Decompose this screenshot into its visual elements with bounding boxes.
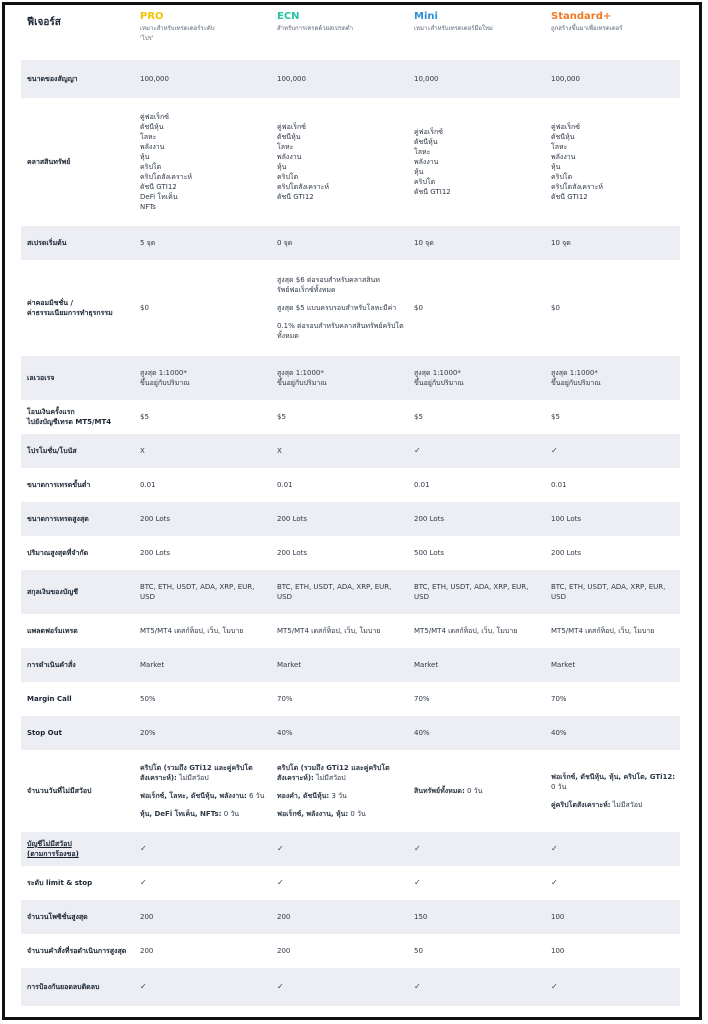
row-label: [21, 502, 132, 536]
table-cell: [132, 570, 269, 614]
table-cell: [132, 98, 269, 226]
swap-days: 0 วัน: [221, 810, 240, 818]
cell-value: สูงสุด 1:1000*: [140, 369, 187, 377]
row-label: [21, 968, 132, 1006]
asset-item: พลังงาน: [277, 153, 302, 161]
swap-asset: ทองคำ, ดัชนีหุ้น:: [277, 792, 330, 800]
check-icon: ✓: [140, 982, 147, 991]
account-name: PRO: [140, 11, 164, 22]
cell-value: สูงสุด 1:1000*: [277, 369, 324, 377]
table-cell: [269, 60, 406, 98]
check-icon: ✓: [551, 982, 558, 991]
row-label: [21, 648, 132, 682]
row-label-text: จำนวนคำสั่งที่รอดำเนินการสูงสุด: [27, 947, 127, 955]
row-label-text: คลาสสินทรัพย์: [27, 158, 71, 166]
table-cell: [543, 400, 680, 434]
table-cell: [543, 682, 680, 716]
row-label: [21, 866, 132, 900]
table-cell: [543, 536, 680, 570]
swap-days: ไม่มีสวัอป: [610, 801, 643, 809]
table-cell: [269, 226, 406, 260]
cell-value: 5 จุด: [140, 239, 156, 247]
account-description: 'โปร': [140, 35, 154, 42]
cell-value: สูงสุด 1:1000*: [551, 369, 598, 377]
check-icon: ✓: [414, 982, 421, 991]
check-icon: ✓: [414, 446, 421, 455]
table-cell: [543, 900, 680, 934]
table-cell: [132, 832, 269, 866]
cell-value: 200 Lots: [414, 515, 445, 523]
table-cell: [132, 750, 269, 832]
table-cell: [132, 260, 269, 356]
cell-value: BTC, ETH, USDT, ADA, XRP, EUR, USD: [277, 583, 392, 601]
swap-line: [277, 763, 406, 783]
row-label-text: ระดับ limit & stop: [27, 879, 93, 887]
swap-line: [277, 809, 406, 819]
asset-item: ดัชนี GTI12: [414, 188, 451, 196]
row-label-text: จำนวนโพซิชั่นสูงสุด: [27, 913, 88, 921]
table-cell: [269, 260, 406, 356]
asset-list: [140, 112, 269, 212]
cell-value: Market: [277, 661, 302, 669]
cell-value: MT5/MT4 เดสก์ท็อป, เว็บ, โมบาย: [551, 627, 655, 635]
row-label-text: เลเวอเรจ: [27, 374, 55, 382]
account-description: ถูกสร้างขึ้นมาเพื่อเทรดเดอร์: [551, 25, 623, 32]
check-icon: ✓: [414, 844, 421, 853]
table-cell: [406, 570, 543, 614]
asset-item: DeFi โทเค็น: [140, 193, 178, 201]
swap-line: [140, 763, 269, 783]
asset-item: NFTs: [140, 203, 156, 211]
row-label-text: ปริมาณสูงสุดที่จำกัด: [27, 549, 89, 557]
asset-item: หุ้น: [140, 153, 150, 161]
asset-list: [277, 122, 406, 202]
cell-value: 200: [277, 913, 291, 921]
cell-value: 50%: [140, 695, 156, 703]
swap-days: 0 วัน: [464, 787, 483, 795]
asset-list: [414, 127, 543, 197]
account-header-ecn: [269, 5, 406, 60]
table-cell: [543, 60, 680, 98]
table-cell: [269, 648, 406, 682]
table-cell: [543, 934, 680, 968]
table-cell: [543, 614, 680, 648]
cell-value: BTC, ETH, USDT, ADA, XRP, EUR, USD: [140, 583, 255, 601]
table-cell: [406, 536, 543, 570]
table-cell: [543, 226, 680, 260]
cell-value: 200 Lots: [140, 515, 171, 523]
table-cell: [269, 866, 406, 900]
asset-item: คริปโต: [140, 163, 162, 171]
asset-item: คริปโตสังเคราะห์: [277, 183, 330, 191]
cell-value: 0.01: [140, 481, 156, 489]
asset-item: ดัชนีหุ้น: [140, 123, 164, 131]
swap-asset: คู่คริปโตสังเคราะห์:: [551, 801, 611, 809]
account-name: Mini: [414, 11, 438, 22]
cell-value: Market: [140, 661, 165, 669]
table-cell: [406, 750, 543, 832]
cell-value: MT5/MT4 เดสก์ท็อป, เว็บ, โมบาย: [140, 627, 244, 635]
cell-value: $5: [551, 413, 560, 421]
cell-value: BTC, ETH, USDT, ADA, XRP, EUR, USD: [414, 583, 529, 601]
asset-item: คริปโต: [414, 178, 436, 186]
row-label-line: บัญชีไม่มีสวัอป: [27, 840, 72, 848]
commission-metals: [277, 303, 406, 313]
swap-asset: ฟอเร็กซ์, โลหะ, ดัชนีหุ้น, พลังงาน:: [140, 792, 247, 800]
account-grid: [21, 5, 699, 1006]
cell-subvalue: ขึ้นอยู่กับปริมาณ: [140, 379, 190, 387]
table-cell: [132, 434, 269, 468]
table-cell: [543, 968, 680, 1006]
table-cell: [406, 226, 543, 260]
cell-value: 0.01: [414, 481, 430, 489]
row-label-text: Stop Out: [27, 729, 62, 737]
cell-value: 10 จุด: [414, 239, 434, 247]
comparison-table: [2, 2, 702, 1020]
commission-line: ทั้งหมด: [277, 332, 299, 340]
table-cell: [406, 934, 543, 968]
table-cell: [543, 356, 680, 400]
swap-days: 0 วัน: [551, 783, 567, 791]
row-label-line: ค่าคอมมิชชั่น /: [27, 299, 74, 307]
cell-value: 0.01: [551, 481, 567, 489]
table-cell: [269, 716, 406, 750]
asset-item: พลังงาน: [140, 143, 165, 151]
table-cell: [406, 648, 543, 682]
cell-value: $0: [140, 304, 149, 312]
account-name: ECN: [277, 11, 300, 22]
commission-forex: [277, 275, 406, 295]
swap-asset: ฟอเร็กซ์, พลังงาน, หุ้น:: [277, 810, 349, 818]
cell-value: 10,000: [414, 75, 439, 83]
swap-asset: หุ้น, DeFi โทเค็น, NFTs:: [140, 810, 222, 818]
commission-line: สูงสุด $5 แบบครบรอบสำหรับโลหะมีค่า: [277, 304, 397, 312]
cell-value: 200: [140, 947, 154, 955]
table-cell: [406, 502, 543, 536]
swap-days: 3 วัน: [329, 792, 347, 800]
check-icon: ✓: [414, 878, 421, 887]
table-cell: [269, 750, 406, 832]
account-header-mini: [406, 5, 543, 60]
table-cell: [132, 536, 269, 570]
row-label: [21, 400, 132, 434]
cell-value: BTC, ETH, USDT, ADA, XRP, EUR, USD: [551, 583, 666, 601]
swap-line: [551, 772, 680, 792]
table-cell: [132, 60, 269, 98]
table-cell: [132, 400, 269, 434]
account-header-pro: [132, 5, 269, 60]
table-cell: [543, 502, 680, 536]
swap-days: 6 วัน: [246, 792, 265, 800]
table-cell: [406, 60, 543, 98]
cell-subvalue: ขึ้นอยู่กับปริมาณ: [277, 379, 327, 387]
asset-item: ดัชนี GTI12: [551, 193, 588, 201]
check-icon: ✓: [277, 982, 284, 991]
asset-item: ดัชนี GTI12: [277, 193, 314, 201]
cell-subvalue: ขึ้นอยู่กับปริมาณ: [414, 379, 464, 387]
table-cell: [406, 434, 543, 468]
asset-item: คริปโตสังเคราะห์: [140, 173, 193, 181]
account-header-standard-plus: [543, 5, 680, 60]
asset-item: ดัชนีหุ้น: [551, 133, 575, 141]
asset-item: คู่ฟอเร็กซ์: [140, 113, 169, 121]
asset-item: คู่ฟอเร็กซ์: [551, 123, 580, 131]
table-cell: [132, 900, 269, 934]
row-label-line: (ตามการร้องขอ): [27, 850, 79, 858]
asset-item: ดัชนีหุ้น: [277, 133, 301, 141]
asset-item: โลหะ: [551, 143, 568, 151]
check-icon: ✓: [551, 878, 558, 887]
cell-value: 200: [277, 947, 291, 955]
check-icon: ✓: [140, 878, 147, 887]
cell-value: 100 Lots: [551, 515, 582, 523]
cell-value: 40%: [414, 729, 430, 737]
row-label-text: แพลตฟอร์มเทรด: [27, 627, 78, 635]
row-label-line: ไปยังบัญชีเทรด MT5/MT4: [27, 418, 112, 426]
row-label-text: โปรโมชั่น/โบนัส: [27, 447, 77, 455]
row-label-text: ขนาดการเทรดสูงสุด: [27, 515, 89, 523]
asset-item: ดัชนี GTI12: [140, 183, 177, 191]
table-cell: [543, 570, 680, 614]
table-cell: [269, 570, 406, 614]
account-description: สำหรับการเทรดด้วยสเปรดต่ำ: [277, 25, 354, 32]
asset-item: หุ้น: [551, 163, 561, 171]
row-label: [21, 934, 132, 968]
table-cell: [406, 400, 543, 434]
cell-value: X: [140, 447, 145, 455]
swap-line: [414, 786, 543, 796]
row-label: [21, 900, 132, 934]
cell-value: 0.01: [277, 481, 293, 489]
check-icon: ✓: [277, 844, 284, 853]
row-label: [21, 614, 132, 648]
table-cell: [132, 968, 269, 1006]
table-cell: [543, 468, 680, 502]
cell-value: 100,000: [277, 75, 306, 83]
swap-days: ไม่มีสวัอป: [313, 774, 346, 782]
asset-item: คู่ฟอเร็กซ์: [414, 128, 443, 136]
cell-value: 500 Lots: [414, 549, 445, 557]
check-icon: ✓: [277, 878, 284, 887]
commission-line: 0.1% ต่อรอบสำหรับคลาสสินทรัพย์คริปโต: [277, 322, 404, 330]
table-cell: [269, 98, 406, 226]
asset-item: พลังงาน: [551, 153, 576, 161]
table-cell: [269, 434, 406, 468]
cell-value: 20%: [140, 729, 156, 737]
row-label: [21, 226, 132, 260]
row-label: [21, 468, 132, 502]
asset-item: ดัชนีหุ้น: [414, 138, 438, 146]
cell-value: 40%: [277, 729, 293, 737]
cell-value: 100: [551, 913, 565, 921]
check-icon: ✓: [551, 446, 558, 455]
row-label-text: การป้องกันยอดลบติดลบ: [27, 983, 100, 991]
cell-value: $0: [414, 304, 423, 312]
cell-subvalue: ขึ้นอยู่กับปริมาณ: [551, 379, 601, 387]
cell-value: Market: [551, 661, 576, 669]
swap-line: [551, 800, 680, 810]
table-cell: [269, 682, 406, 716]
cell-value: Market: [414, 661, 439, 669]
cell-value: 100,000: [551, 75, 580, 83]
cell-value: $0: [551, 304, 560, 312]
table-cell: [269, 502, 406, 536]
row-label: [21, 60, 132, 98]
table-cell: [132, 716, 269, 750]
asset-item: พลังงาน: [414, 158, 439, 166]
table-cell: [406, 614, 543, 648]
row-label-text: สกุลเงินของบัญชี: [27, 588, 78, 596]
table-cell: [132, 934, 269, 968]
swap-line: [277, 791, 406, 801]
row-label: [21, 536, 132, 570]
table-cell: [406, 468, 543, 502]
table-cell: [543, 866, 680, 900]
cell-value: $5: [140, 413, 149, 421]
table-cell: [269, 468, 406, 502]
table-cell: [406, 260, 543, 356]
row-label: [21, 682, 132, 716]
table-cell: [543, 750, 680, 832]
cell-value: MT5/MT4 เดสก์ท็อป, เว็บ, โมบาย: [277, 627, 381, 635]
cell-value: 150: [414, 913, 428, 921]
cell-value: X: [277, 447, 282, 455]
table-cell: [132, 648, 269, 682]
table-cell: [406, 682, 543, 716]
row-label: [21, 356, 132, 400]
asset-item: คริปโต: [551, 173, 573, 181]
asset-item: หุ้น: [277, 163, 287, 171]
asset-item: คริปโตสังเคราะห์: [551, 183, 604, 191]
row-label-text: Margin Call: [27, 695, 72, 703]
table-cell: [132, 682, 269, 716]
table-cell: [406, 866, 543, 900]
table-cell: [269, 832, 406, 866]
cell-value: 100: [551, 947, 565, 955]
asset-item: โลหะ: [414, 148, 431, 156]
cell-value: สูงสุด 1:1000*: [414, 369, 461, 377]
table-cell: [406, 98, 543, 226]
row-label-line: โอนเงินครั้งแรก: [27, 408, 75, 416]
cell-value: 200 Lots: [551, 549, 582, 557]
row-label-text: การดำเนินคำสั่ง: [27, 661, 76, 669]
cell-value: 0 จุด: [277, 239, 293, 247]
swap-asset: คริปโต (รวมถึง GTi12 และคู่คริปโต สังเคราะห์):: [277, 764, 390, 782]
table-cell: [269, 968, 406, 1006]
asset-item: หุ้น: [414, 168, 424, 176]
row-label: [21, 832, 132, 866]
account-description: เหมาะสำหรับเทรดเดอร์ระดับ: [140, 25, 215, 32]
table-cell: [543, 716, 680, 750]
table-cell: [406, 968, 543, 1006]
table-cell: [269, 356, 406, 400]
swap-line: [140, 791, 269, 801]
cell-value: 100,000: [140, 75, 169, 83]
table-cell: [132, 866, 269, 900]
asset-item: คู่ฟอเร็กซ์: [277, 123, 306, 131]
row-label-text: ขนาดการเทรดขั้นต่ำ: [27, 481, 91, 489]
cell-value: 70%: [414, 695, 430, 703]
table-cell: [406, 356, 543, 400]
commission-line: รัพย์ฟอเร็กซ์ทั้งหมด: [277, 286, 336, 294]
feature-header: ฟีเจอร์ส: [27, 17, 61, 28]
row-label-text: ขนาดของสัญญา: [27, 75, 78, 83]
table-cell: [269, 900, 406, 934]
cell-value: 40%: [551, 729, 567, 737]
cell-value: 200 Lots: [140, 549, 171, 557]
table-cell: [543, 832, 680, 866]
cell-value: 50: [414, 947, 423, 955]
table-cell: [132, 226, 269, 260]
row-label: [21, 260, 132, 356]
cell-value: $5: [277, 413, 286, 421]
check-icon: ✓: [551, 844, 558, 853]
cell-value: 10 จุด: [551, 239, 571, 247]
asset-item: โลหะ: [277, 143, 294, 151]
row-label: [21, 570, 132, 614]
cell-value: 70%: [277, 695, 293, 703]
swap-days: 0 วัน: [348, 810, 366, 818]
row-label: [21, 98, 132, 226]
row-label-text: จำนวนวันที่ไม่มีสวัอป: [27, 787, 92, 795]
table-cell: [543, 98, 680, 226]
asset-list: [551, 122, 680, 202]
cell-value: 200 Lots: [277, 549, 308, 557]
table-cell: [406, 900, 543, 934]
commission-line: สูงสุด $6 ต่อรอบสำหรับคลาสสินท: [277, 276, 380, 284]
account-description: เหมาะสำหรับเทรดเดอร์มือใหม่: [414, 25, 493, 32]
account-name: Standard+: [551, 11, 612, 22]
table-cell: [269, 614, 406, 648]
cell-value: $5: [414, 413, 423, 421]
table-cell: [132, 468, 269, 502]
swap-days: ไม่มีสวัอป: [176, 774, 209, 782]
asset-item: โลหะ: [140, 133, 157, 141]
cell-value: MT5/MT4 เดสก์ท็อป, เว็บ, โมบาย: [414, 627, 518, 635]
table-cell: [269, 934, 406, 968]
table-cell: [269, 536, 406, 570]
row-label: [21, 434, 132, 468]
cell-value: 200 Lots: [277, 515, 308, 523]
table-cell: [132, 614, 269, 648]
table-cell: [406, 832, 543, 866]
table-cell: [132, 502, 269, 536]
table-cell: [132, 356, 269, 400]
swap-asset: คริปโต (รวมถึง GTi12 และคู่คริปโต สังเคราะห์):: [140, 764, 253, 782]
swap-asset: สินทรัพย์ทั้งหมด:: [414, 787, 465, 795]
table-cell: [543, 648, 680, 682]
row-label-line: ค่าธรรมเนียมการทำธุรกรรม: [27, 309, 113, 317]
table-cell: [543, 260, 680, 356]
swap-asset: ฟอเร็กซ์, ดัชนีหุ้น, หุ้น, คริปโต, GTi12:: [551, 773, 676, 781]
table-cell: [543, 434, 680, 468]
swap-line: [140, 809, 269, 819]
table-cell: [406, 716, 543, 750]
row-label: [21, 716, 132, 750]
row-label-text: สเปรดเริ่มต้น: [27, 239, 67, 247]
table-cell: [269, 400, 406, 434]
row-label: [21, 750, 132, 832]
cell-value: 200: [140, 913, 154, 921]
commission-crypto: [277, 321, 406, 341]
check-icon: ✓: [140, 844, 147, 853]
cell-value: 70%: [551, 695, 567, 703]
asset-item: คริปโต: [277, 173, 299, 181]
